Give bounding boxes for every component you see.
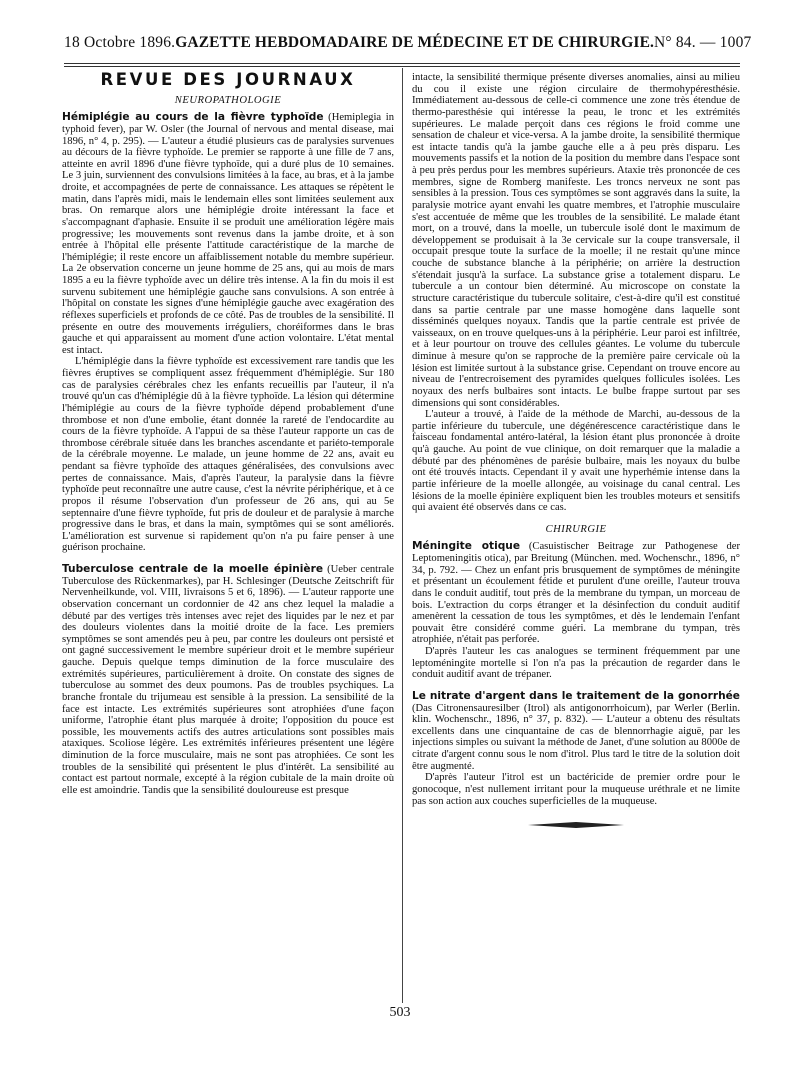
- running-header: [64, 34, 752, 58]
- article-tuberculose-p2: L'auteur a trouvé, à l'aide de la méthode de Marchi, au-dessous de la partie inférieure du tubercule, une dégénérescence caractéristique dans le faisceau fondamental antéro-latéral, la lésion étant plus prononcée à droite qu'à gauche. Au point de vue clinique, on doit remarquer que la maladie a débuté par des phénomènes de parésie bulbaire, mais les noyaux du bulbe ont été trouvés intacts. Cependant il y avait une hyperhémie intense dans la partie inférieure de la moelle allongée, au voisinage du canal central. Les lésions de la moelle épinière expliquent bien les troubles moteurs et sensitifs qui avaient été observés dans ce cas.: [412, 409, 740, 514]
- article-text: (Hemiplegia in typhoid fever), par W. Osler (the Journal of nervous and mental disease, mai 1896, n° 4, p. 295). — L'auteur a étudié plusieurs cas de paralysies survenues au décours de la fièvre typhoïde. Le premier se rapporte à une fille de 7 ans, atteinte en avril 1896 d'une fièvre typhoïde, qui a duré plus de 10 semaines. Le 3 juin, surviennent des convulsions limitées à la face, au bras, et à la jambe droite, et accompagnées de perte de connaissance. Les attaques se répètent le matin, dans l'après midi, mais le lendemain elles sont limitées seulement aux bras. On remarque alors une hémiplégie droite intéressant la face et s'accompagnant d'aphasie. Ensuite il se produit une amélioration légère mais progressive; les mouvements sont revenus dans la jambe droite, et à son entrée à l'hôpital elle présente l'attitude caractéristique de la marche de l'hémiplégie; il reste encore un affaiblissement notable du membre supérieur. La 2e observation concerne un jeune homme de 25 ans, qui au mois de mars 1895 a eu la fièvre typhoïde avec un délire très intense. A la fin du mois il est survenu subitement une hémiplégie gauche sans convulsions. A son entrée à l'hôpital on constate les signes d'une hémiplégie gauche avec exagération des réflexes superficiels et profonds de ce côté. Pas de troubles de la sensibilité. Il présente en outre des mouvements irréguliers, choréiformes dans le bras gauche et qui apparaissent au moment d'une action volontaire. L'état mental est intact.: [62, 112, 394, 356]
- article-tuberculose-continued: intacte, la sensibilité thermique présente diverses anomalies, ainsi au milieu du cou il existe une région circulaire de thermohypéresthésie. Immédiatement au-dessous de celle-ci commence une zone très étendue de thermo-paresthésie qui intéresse la peau, le tronc et les extrémités supérieures. Le malade perçoit dans ces régions le froid comme une sensation de chaleur et vice-versa. A la jambe droite, la sensibilité thermique est intacte tandis qu'à la jambe gauche elle a à peu près disparu. Les mouvements passifs et la notion de la position du membre dans l'espace sont à peu près perdus pour les membres supérieurs. Ataxie très prononcée de ces membres, signe de Romberg manifeste. Les troncs nerveux ne sont pas sensibles à la pression. Tous ces symptômes se sont aggravés dans la suite, la paralysie motrice ayant envahi les quatre membres, et l'atrophie musculaire s'est accentuée de même que les troubles de la sensibilité. Le malade étant mort, on a trouvé, dans la moelle, un tubercule isolé dont le maximum de développement se produisait à la 3e cervicale sur la coupe transversale, il occupait presque toute la surface de la moelle; il ne restait qu'une mince couche de substance blanche à la périphérie; on arrière la destruction s'étendait jusqu'à la surface. La substance grise a totalement disparu. Le tubercule a un contour bien déterminé. Au microscope on constate la structure caractéristique du tubercule solitaire, c'est-à-dire qu'il est constitué dans sa partie centrale par une masse homogène dans laquelle sont disséminés quelques noyaux. Tandis que la partie centrale est privée de vaisseaux, on en trouve quelques-uns à la périphérie. Leur paroi est infiltrée, et à leur pourtour on trouve des cellules géantes. Le volume du tubercule diminue à mesure qu'on se rapproche de la première paire cervicale où la lésion est limitée surtout à la substance grise. Cependant on trouve encore au niveau de l'entrecroisement des pyramides quelques follicules isolées. Les noyaux des nerfs bulbaires sont intacts. Le bulbe frappe surtout par ses dimensions qui sont considérables.: [412, 72, 740, 409]
- article-text: (Casuistischer Beitrage zur Pathogenese der Leptomeningitis otica), par Breitung (München. med. Wochenschr., 1896, n° 34, p. 792. — Chez un enfant pris brusquement de symptômes de méningite et présentant un écoulement fétide et purulent d'une oreille, l'auteur trouva dans le conduit auditif, tout près de la membrane du tympan, un morceau de bois. L'extraction du corps étranger et la désinfection du conduit auditif amenèrent la cessation de tous les symptômes, et dès le lendemain l'enfant pouvait être considéré comme guéri. La membrane du tympan, très atrophiée, n'était pas perforée.: [412, 541, 740, 646]
- header-rule-double: [64, 66, 740, 67]
- article-tuberculose-p1: [62, 564, 394, 797]
- article-nitrate-p1: [412, 691, 740, 772]
- article-hemiplegie-p2: L'hémiplégie dans la fièvre typhoïde est excessivement rare tandis que les fièvres éruptives se compliquent assez fréquemment d'hémiplégie. Sur 180 cas de paralysies cérébrales chez les enfants recueillis par l'auteur, il n'a trouvé qu'un cas d'hémiplégie dû à la fièvre typhoïde. La lésion qui détermine l'hémiplégie au cours de la fièvre typhoïde dépend probablement d'une thrombose et non d'une embolie, étant donnée la rareté de l'endocardite au cours de la fièvre typhoïde. A l'appui de sa thèse l'auteur rapporte un cas de thrombose cérébrale située dans les branches ascendante et pariéto-temporale de la cérébrale moyenne. Le malade, un jeune homme de 22 ans, avait eu pendant sa fièvre typhoïde des attaques généralisées, des convulsions avec pertes de connaissance. Mais, d'après l'auteur, la paralysie dans la fièvre typhoïde peut reconnaître une autre cause, c'est la névrite périphérique, et à ce propos il résume l'observation d'un professeur de 26 ans, qui au 5e septennaire d'une fièvre typhoïde, fut pris de douleur et de paralysie à marche progressive dans le bras, et dans la main, symptômes qui se sont améliorés. L'amélioration est survenue si rapidement qu'on n'a pu faire penser à une guérison prochaine.: [62, 356, 394, 554]
- column-divider: [402, 68, 403, 1003]
- article-title-hemiplegie: Hémiplégie au cours de la fièvre typhoïde: [62, 111, 324, 124]
- page-folio: 503: [389, 1005, 411, 1020]
- subsection-neuropathologie: NEUROPATHOLOGIE: [174, 94, 282, 106]
- issue-date: 18 Octobre 1896.: [64, 34, 176, 51]
- issue-number-page: N° 84. — 1007: [653, 34, 752, 51]
- left-column: [62, 72, 394, 1002]
- article-title-meningite: Méningite otique: [412, 540, 521, 553]
- section-title: REVUE DES JOURNAUX: [100, 72, 356, 89]
- end-ornament: [412, 821, 740, 829]
- right-column: [412, 72, 740, 1002]
- article-hemiplegie-p1: [62, 112, 394, 356]
- article-meningite-p1: [412, 541, 740, 646]
- article-nitrate-p2: D'après l'auteur l'itrol est un bactéricide de premier ordre pour le gonocoque, n'est nullement irritant pour la muqueuse uréthrale et ne limite pas son action aux couches superficielles de la muqueuse.: [412, 772, 740, 807]
- article-title-tuberculose: Tuberculose centrale de la moelle épinière: [62, 563, 324, 575]
- journal-title: GAZETTE HEBDOMADAIRE DE MÉDECINE ET DE CHIRURGIE.: [175, 34, 654, 51]
- subsection-chirurgie: CHIRURGIE: [545, 523, 607, 535]
- article-title-nitrate: Le nitrate d'argent dans le traitement de la gonorrhée: [412, 689, 740, 702]
- article-text: (Das Citronensauresilber (Itrol) als antigonorrhoicum), par Werler (Berlin. klin. Wochenschr., 1896, n° 37, p. 832). — L'auteur a obtenu des résultats excellents dans une cinquantaine de cas de blennorrhagie aiguë, par les injections simples ou suivant la méthode de Janet, d'une solution au 8000e de citrate d'argent connu sous le nom d'itrol. Plus tard le titre de la solution doit être augmenté.: [412, 702, 740, 772]
- article-text: (Ueber centrale Tuberculose des Rückenmarkes), par H. Schlesinger (Deutsche Zeitschrift für Nervenheilkunde, vol. VIII, livraisons 5 et 6, 1896). — L'auteur rapporte une observation concernant un cordonnier de 42 ans chez lequel la maladie a débuté par des vertiges très intenses avec rejet des liquides par le nez et par des douleurs violentes dans la moitié droite de la face. Les premiers symptômes se sont amendés peu à peu, par contre les douleurs ont persisté et ont gagné successivement le membre supérieur droit et le membre supérieur gauche. Depuis quelque temps diminution de la force musculaire des extrémités supérieures, particulièrement à droite. On constate des signes de tuberculose au sommet des deux poumons. Pas de troubles psychiques. La branche frontale du trijumeau est sensible à la pression. La sensibilité de la face est intacte. Les extrémités supérieures sont atrophiées d'une façon uniforme, l'atrophie étant plus marquée à droite; l'opposition du pouce est possible, les mouvements actifs des autres articulations sont possibles mais ataxiques. Scoliose légère. Les extrémités inférieures présentent une légère diminution de la force musculaire, mais ne sont pas atrophiées. Ce sont les troubles de la sensibilité qui présentent le plus d'intérêt. La sensibilité au contact est partout normale, excepté à la région cubitale de la main droite où elle est amoindrie. Tandis que la sensibilité douloureuse est presque: [62, 564, 394, 796]
- header-rule: [64, 63, 740, 64]
- fleuron-rule-icon: [528, 821, 624, 829]
- article-meningite-p2: D'après l'auteur les cas analogues se terminent fréquemment par une leptoméningite mortelle si l'on n'a pas la précaution de regarder dans le conduit auditif avant de trépaner.: [412, 646, 740, 681]
